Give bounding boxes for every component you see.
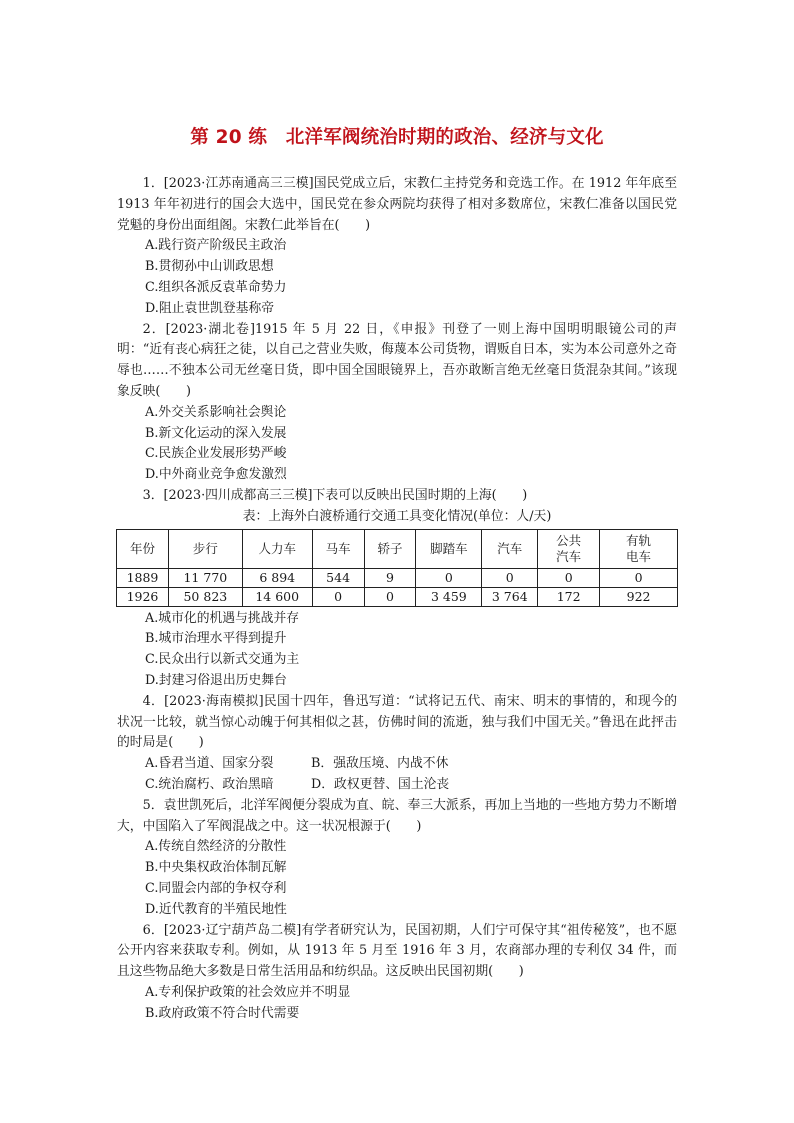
question-stem: 1．[2023·江苏南通高三三模]国民党成立后，宋教仁主持党务和竞选工作。在 1912 年年底至 1913 年年初进行的国会大选中，国民党在参众两院均获得了相对多数席位，宋教仁准备以国民党党魁的身份出面组阁。宋教仁此举旨在( ): [117, 176, 677, 233]
question-2: [117, 320, 677, 486]
question-list: [117, 174, 677, 1024]
table-header-row: [117, 529, 678, 568]
question-stem: 4．[2023·海南模拟]民国十四年，鲁迅写道：“试将记五代、南宋、明末的事情的，和现今的状况一比较，就当惊心动魄于何其相似之甚，仿佛时间的流逝，独与我们中国无关。”鲁迅在此抨击的时局是( ): [117, 693, 677, 751]
option-d: D．政权更替、国土沦丧: [311, 776, 450, 792]
option-c: C.组织各派反袁革命势力: [145, 279, 287, 295]
table-cell: 544: [312, 568, 364, 587]
option-b: B.中央集权政治体制瓦解: [145, 860, 287, 876]
option-d: D.封建习俗退出历史舞台: [145, 672, 287, 688]
table-cell: 0: [600, 568, 678, 587]
table-cell: 0: [416, 568, 482, 587]
option-b: B．强敌压境、内战不休: [311, 756, 449, 772]
question-6: [117, 921, 677, 1025]
header-carriage: 马车: [312, 529, 364, 568]
option-a: A.昏君当道、国家分裂: [145, 756, 274, 772]
question-stem: 3．[2023·四川成都高三三模]下表可以反映出民国时期的上海( ): [142, 487, 528, 503]
header-bus-line-2: 汽车: [556, 548, 582, 564]
option-b: B.政府政策不符合时代需要: [145, 1005, 300, 1021]
header-tram-line-1: 有轨: [626, 532, 652, 548]
table-cell: 1889: [117, 568, 169, 587]
option-b: B.贯彻孙中山训政思想: [145, 259, 274, 275]
option-a: A.专利保护政策的社会效应并不明显: [145, 984, 351, 1000]
question-stem: 2．[2023·湖北卷]1915 年 5 月 22 日，《申报》刊登了一则上海中国明明眼镜公司的声明：“近有丧心病狂之徒，以自己之营业失败，侮蔑本公司货物，谓贩自日本，实为本公司意外之奇辱也……不独本公司无丝毫日货，即中国全国眼镜界上，吾亦敢断言绝无丝毫日货混杂其间。”该现象反映( ): [117, 321, 677, 399]
table-cell: 3 459: [416, 587, 482, 606]
table-cell: 3 764: [482, 587, 538, 606]
table-cell: 172: [538, 587, 600, 606]
table-cell: 9: [364, 568, 416, 587]
header-walking: 步行: [168, 529, 242, 568]
header-bus-line-1: 公共: [556, 532, 582, 548]
header-year: 年份: [117, 529, 169, 568]
header-sedan-chair: 轿子: [364, 529, 416, 568]
table-cell: 14 600: [242, 587, 312, 606]
question-stem: 6．[2023·辽宁葫芦岛二模]有学者研究认为，民国初期，人们宁可保守其“祖传秘笈”，也不愿公开内容来获取专利。例如，从 1913 年 5 月至 1916 年 3 月，农商部办理的专利仅 34 件，而且这些物品绝大多数是日常生活用品和纺织品。这反映出民国初期( ): [117, 922, 677, 980]
traffic-table: [116, 529, 678, 607]
table-cell: 0: [538, 568, 600, 587]
option-row: [117, 754, 677, 775]
table-cell: 1926: [117, 587, 169, 606]
table-cell: 11 770: [168, 568, 242, 587]
option-row: [117, 775, 677, 796]
question-1: [117, 174, 677, 320]
option-c: C.民族企业发展形势严峻: [145, 446, 287, 462]
option-d: D.近代教育的半殖民地性: [145, 901, 287, 917]
header-tram: [600, 529, 678, 568]
table-cell: 0: [364, 587, 416, 606]
header-tram-line-2: 电车: [626, 548, 652, 564]
table-row: [117, 568, 678, 587]
table-cell: 0: [482, 568, 538, 587]
header-rickshaw: 人力车: [242, 529, 312, 568]
table-cell: 6 894: [242, 568, 312, 587]
option-d: D.阻止袁世凯登基称帝: [145, 300, 275, 316]
option-a: A.传统自然经济的分散性: [145, 839, 287, 855]
option-c: C.同盟会内部的争权夺利: [145, 880, 287, 896]
header-bus: [538, 529, 600, 568]
option-a: A.城市化的机遇与挑战并存: [145, 610, 300, 626]
option-c: C.民众出行以新式交通为主: [145, 652, 300, 668]
question-4: [117, 692, 677, 796]
question-3: [117, 486, 677, 692]
table-caption: 表：上海外白渡桥通行交通工具变化情况(单位：人/天): [242, 508, 552, 524]
table-cell: 922: [600, 587, 678, 606]
table-cell: 50 823: [168, 587, 242, 606]
option-a: A.践行资产阶级民主政治: [145, 238, 287, 254]
header-car: 汽车: [482, 529, 538, 568]
page-title: 第 20 练 北洋军阀统治时期的政治、经济与文化: [190, 127, 604, 148]
question-5: [117, 796, 677, 921]
option-b: B.新文化运动的深入发展: [145, 425, 287, 441]
question-stem: 5．袁世凯死后，北洋军阀便分裂成为直、皖、奉三大派系，再加上当地的一些地方势力不断增大，中国陷入了军阀混战之中。这一状况根源于( ): [117, 797, 677, 834]
header-bicycle: 脚踏车: [416, 529, 482, 568]
table-row: [117, 587, 678, 606]
option-c: C.统治腐朽、政治黑暗: [145, 776, 274, 792]
option-a: A.外交关系影响社会舆论: [145, 404, 287, 420]
option-d: D.中外商业竞争愈发激烈: [145, 467, 287, 483]
option-b: B.城市治理水平得到提升: [145, 631, 287, 647]
table-cell: 0: [312, 587, 364, 606]
